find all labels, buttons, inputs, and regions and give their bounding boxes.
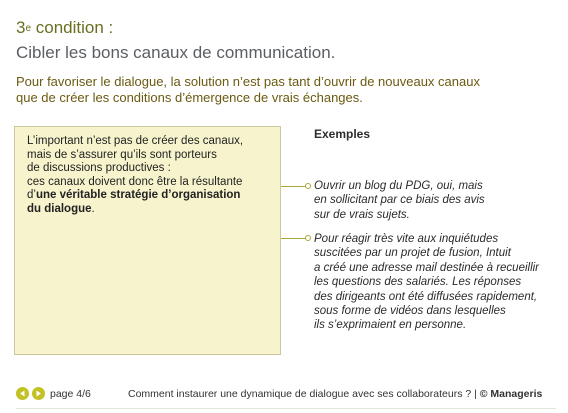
- footer: [16, 387, 558, 403]
- intro-line: que de créer les conditions d’émergence de vrais échanges.: [16, 90, 363, 105]
- box-line: [27, 189, 277, 203]
- example-line: en sollicitant par ce biais des avis: [314, 194, 485, 207]
- document-title: Comment instaurer une dynamique de dialogue avec ses collaborateurs ? |: [128, 388, 480, 400]
- example-line: sur de vrais sujets.: [314, 208, 410, 221]
- box-line-suffix: .: [91, 202, 95, 215]
- box-line: L’important n’est pas de créer des canaux,: [27, 135, 244, 147]
- arrow-right-icon: [35, 390, 42, 397]
- ordinal-suffix: e: [25, 23, 32, 34]
- example-line: Pour réagir très vite aux inquiétudes: [314, 233, 499, 245]
- intro-paragraph: [16, 74, 556, 106]
- box-line: mais de s’assurer qu’ils sont porteurs: [27, 148, 217, 161]
- example-line: ils s’exprimaient en personne.: [314, 319, 467, 332]
- box-bold-text: une véritable stratégie d’organisation: [35, 189, 241, 202]
- example-line: sous forme de vidéos dans lesquelles: [314, 305, 506, 318]
- condition-label: condition :: [31, 18, 114, 37]
- box-line-prefix: d’: [27, 189, 36, 202]
- box-bold-text: du dialogue: [27, 202, 92, 215]
- example-line: Ouvrir un blog du PDG, oui, mais: [314, 180, 483, 192]
- example-item: [314, 179, 485, 222]
- next-page-button[interactable]: [32, 387, 45, 400]
- footer-caption: [128, 388, 542, 400]
- examples-heading: Exemples: [314, 127, 371, 141]
- example-connector-line: [281, 186, 307, 187]
- example-connector-line: [281, 238, 307, 239]
- previous-page-button[interactable]: [16, 387, 29, 400]
- page-title: [16, 18, 335, 41]
- example-line: a créé une adresse mail destinée à recueillir: [314, 261, 540, 274]
- title-block: [16, 18, 335, 63]
- example-line: des dirigeants ont été diffusées rapidement,: [314, 290, 538, 303]
- box-line: ces canaux doivent donc être la résultante: [27, 175, 243, 188]
- box-line: [27, 203, 277, 217]
- example-line: les questions des salariés. Les réponses: [314, 276, 522, 289]
- key-message-box: [14, 126, 281, 355]
- bullet-dot-icon: [305, 235, 311, 241]
- page-subtitle: Cibler les bons canaux de communication.: [16, 43, 336, 62]
- footer-divider: [16, 408, 556, 409]
- example-item: [314, 232, 539, 333]
- brand-copyright: © Manageris: [479, 388, 543, 400]
- key-message-text: [27, 135, 277, 217]
- box-line: de discussions productives :: [27, 162, 171, 175]
- bullet-dot-icon: [305, 183, 311, 189]
- condition-number: 3: [16, 18, 26, 37]
- intro-line: Pour favoriser le dialogue, la solution n’est pas tant d’ouvrir de nouveaux canaux: [16, 74, 480, 89]
- page-indicator: page 4/6: [50, 388, 91, 400]
- example-line: suscitées par un projet de fusion, Intuit: [314, 247, 511, 260]
- arrow-left-icon: [19, 390, 26, 397]
